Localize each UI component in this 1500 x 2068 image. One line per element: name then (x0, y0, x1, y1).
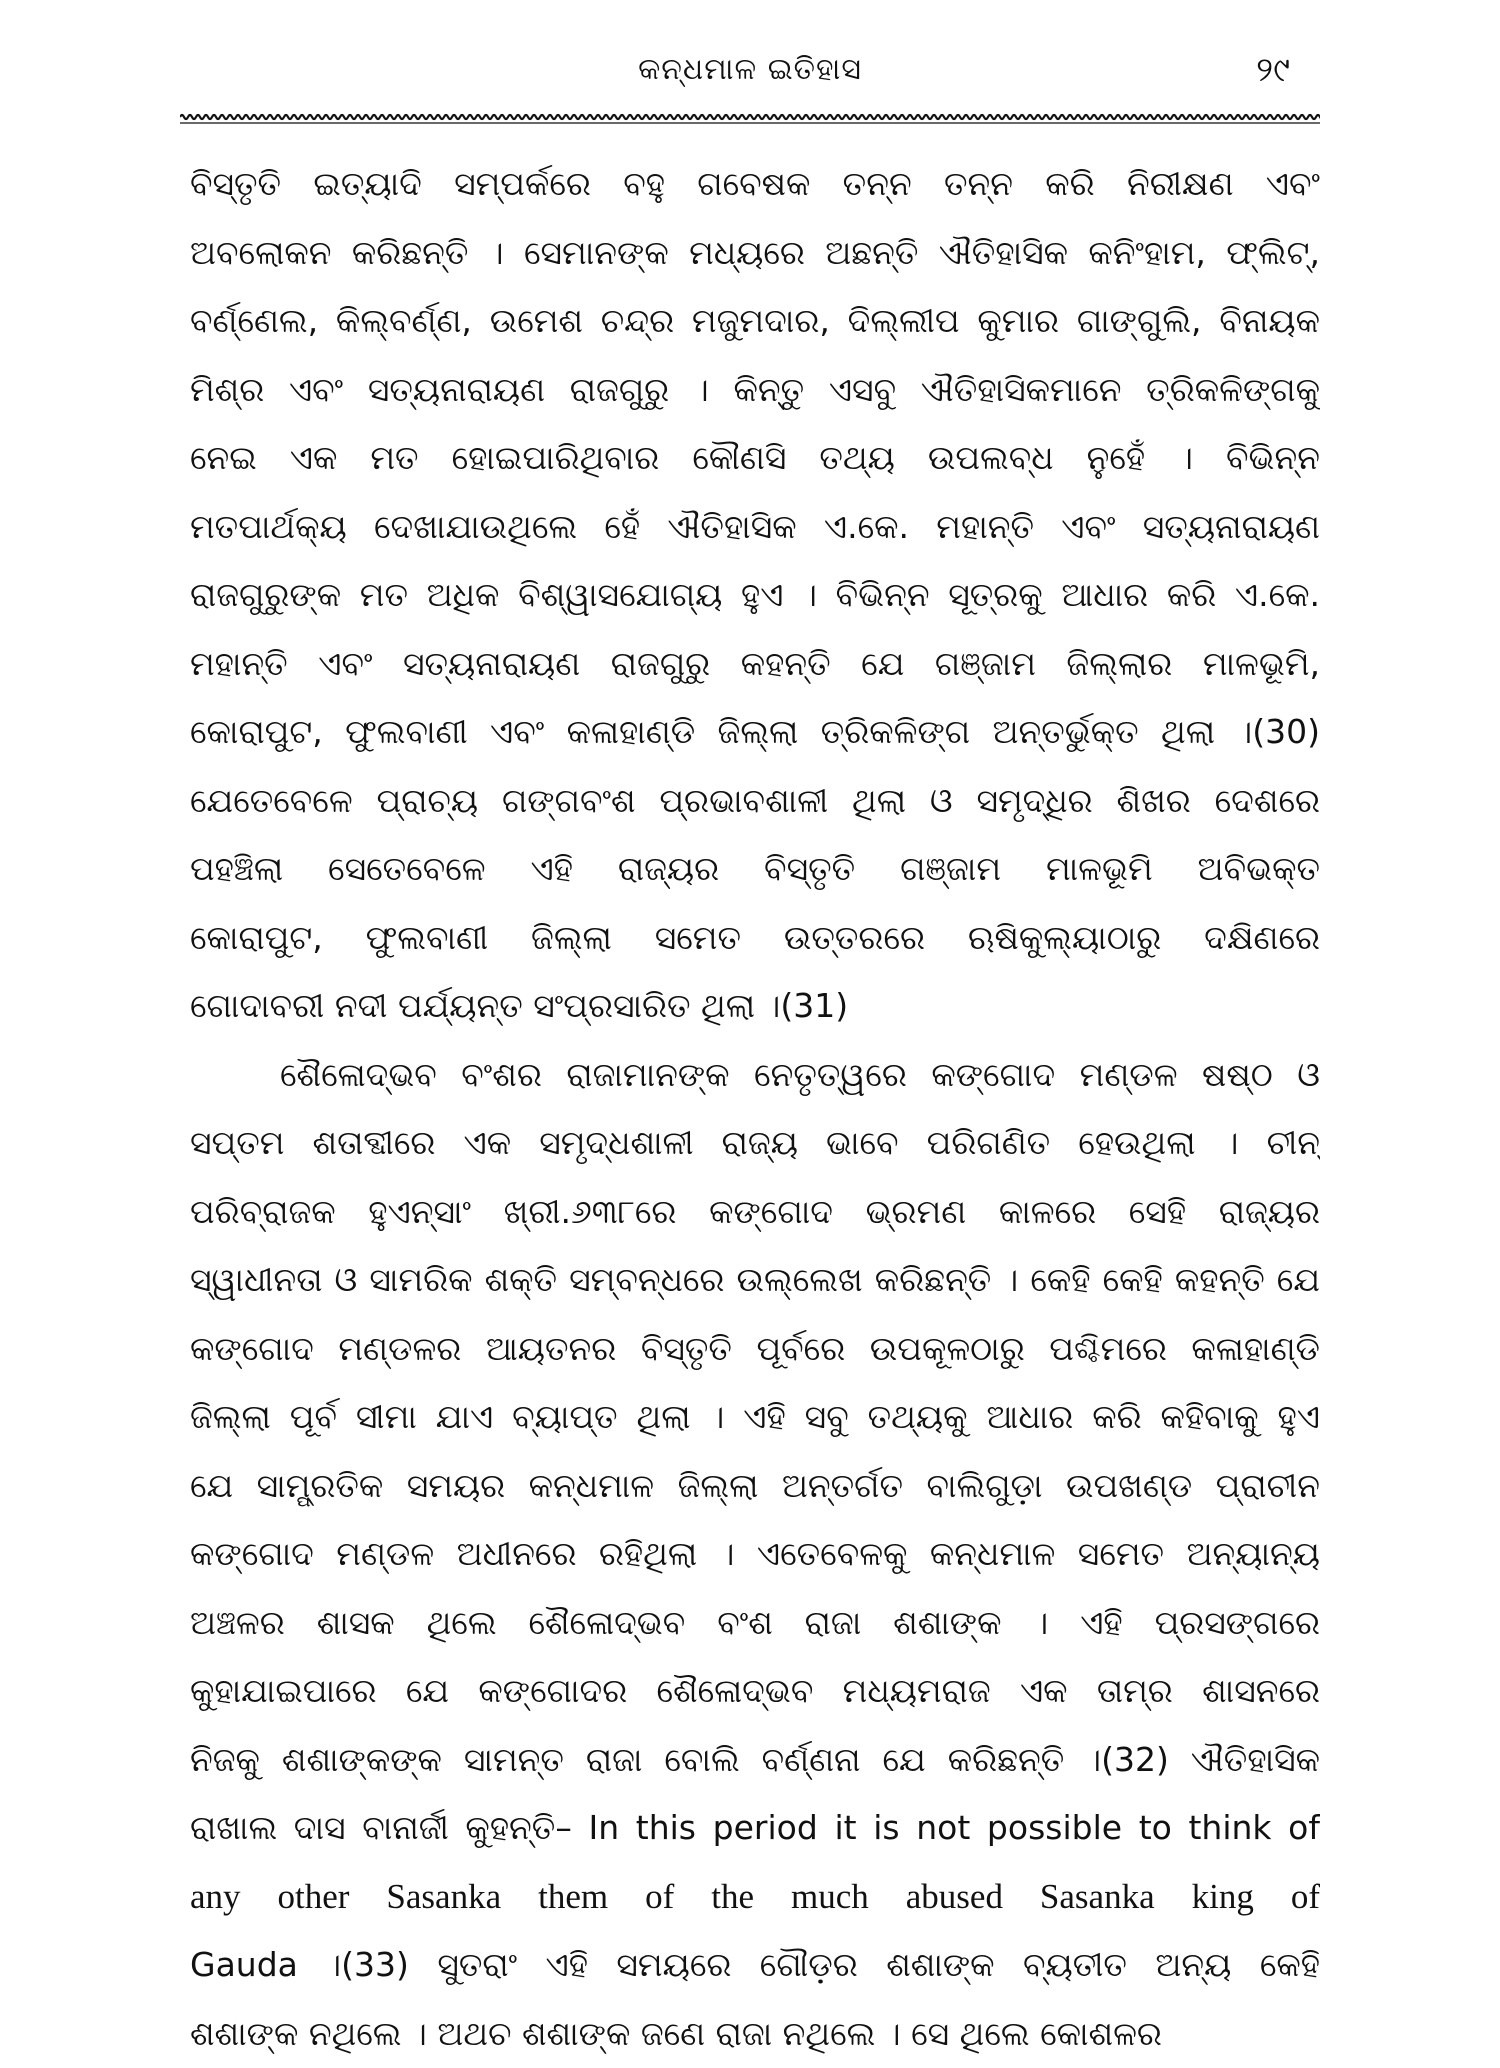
text-line: କୋରାପୁଟ, ଫୁଲବାଣୀ ଏବଂ କଳାହାଣ୍ଡି ଜିଲ୍ଲା ତ୍ରିକଳିଙ୍ଗ ଅନ୍ତର୍ଭୁକ୍ତ ଥିଲା ।(30) (190, 698, 1320, 767)
text-line: ପରିବ୍ରାଜକ ହୁଏନ୍‌ସାଂ ଖ୍ରୀ.୬୩୮ରେ କଙ୍ଗୋଦ ଭ୍ରମଣ କାଳରେ ସେହି ରାଜ୍ୟର (190, 1178, 1320, 1247)
text-line: ଜିଲ୍ଲା ପୂର୍ବ ସୀମା ଯାଏ ବ୍ୟାପ୍ତ ଥିଲା । ଏହି ସବୁ ତଥ୍ୟକୁ ଆଧାର କରି କହିବାକୁ ହୁଏ (190, 1383, 1320, 1452)
text-line: ପହଞ୍ଚିଲା ସେତେବେଳେ ଏହି ରାଜ୍ୟର ବିସ୍ତୃତି ଗଞ୍ଜାମ ମାଳଭୂମି ଅବିଭକ୍ତ (190, 835, 1320, 904)
body-text (190, 150, 1320, 2068)
text-line: ରାଜଗୁରୁଙ୍କ ମତ ଅଧିକ ବିଶ୍ୱାସଯୋଗ୍ୟ ହୁଏ । ବିଭିନ୍ନ ସୂତ୍ରକୁ ଆଧାର କରି ଏ.କେ. (190, 561, 1320, 630)
text-line: ବର୍ଣ୍ଣେଲ, କିଲ୍‌ବର୍ଣ୍ଣ, ଉମେଶ ଚନ୍ଦ୍ର ମଜୁମଦାର, ଦିଲ୍ଲୀପ କୁମାର ଗାଙ୍ଗୁଲି, ବିନାୟକ (190, 287, 1320, 356)
paragraph (190, 1041, 1320, 2068)
text-line: କଙ୍ଗୋଦ ମଣ୍ଡଳର ଆୟତନର ବିସ୍ତୃତି ପୂର୍ବରେ ଉପକୂଳଠାରୁ ପଶ୍ଚିମରେ କଳାହାଣ୍ଡି (190, 1315, 1320, 1384)
text-line: ଶଶାଙ୍କ ନଥିଲେ । ଅଥଚ ଶଶାଙ୍କ ଜଣେ ରାଜା ନଥିଲେ । ସେ ଥିଲେ କୋଶଳର (190, 2000, 1320, 2068)
text-line: ଗୋଦାବରୀ ନଦୀ ପର୍ଯ୍ୟନ୍ତ ସଂପ୍ରସାରିତ ଥିଲା ।(31) (190, 972, 1320, 1041)
text-line: କୁହାଯାଇପାରେ ଯେ କଙ୍ଗୋଦର ଶୈଳୋଦ୍ଭବ ମଧ୍ୟମରାଜ ଏକ ତାମ୍ର ଶାସନରେ (190, 1657, 1320, 1726)
text-line: any other Sasanka them of the much abused Sasanka king of (190, 1863, 1320, 1932)
running-title: କନ୍ଧମାଳ ଇତିହାସ (180, 52, 1320, 87)
text-line: ଯେତେବେଳେ ପ୍ରାଚ୍ୟ ଗଙ୍ଗବଂଶ ପ୍ରଭାବଶାଳୀ ଥିଲା ଓ ସମୃଦ୍ଧିର ଶିଖର ଦେଶରେ (190, 767, 1320, 836)
text-line: ସ୍ୱାଧୀନତା ଓ ସାମରିକ ଶକ୍ତି ସମ୍ବନ୍ଧରେ ଉଲ୍ଲେଖ କରିଛନ୍ତି । କେହି କେହି କହନ୍ତି ଯେ (190, 1246, 1320, 1315)
text-line: ନିଜକୁ ଶଶାଙ୍କଙ୍କ ସାମନ୍ତ ରାଜା ବୋଲି ବର୍ଣ୍ଣନା ଯେ କରିଛନ୍ତି ।(32) ଐତିହାସିକ (190, 1726, 1320, 1795)
paragraph (190, 150, 1320, 1041)
text-line: ଯେ ସାମ୍ପ୍ରତିକ ସମୟର କନ୍ଧମାଳ ଜିଲ୍ଲା ଅନ୍ତର୍ଗତ ବାଲିଗୁଡ଼ା ଉପଖଣ୍ଡ ପ୍ରାଚୀନ (190, 1452, 1320, 1521)
text-line: ଅବଲୋକନ କରିଛନ୍ତି । ସେମାନଙ୍କ ମଧ୍ୟରେ ଅଛନ୍ତି ଐତିହାସିକ କନିଂହାମ, ଫ୍ଲିଟ୍, (190, 219, 1320, 288)
text-line: ନେଇ ଏକ ମତ ହୋଇପାରିଥିବାର କୌଣସି ତଥ୍ୟ ଉପଲବ୍ଧ ନୁହେଁ । ବିଭିନ୍ନ (190, 424, 1320, 493)
text-line: ରାଖାଲ ଦାସ ବାନାର୍ଜୀ କୁହନ୍ତି– In this period it is not possible to think of (190, 1794, 1320, 1863)
text-line: Gauda ।(33) ସୁତରାଂ ଏହି ସମୟରେ ଗୌଡ଼ର ଶଶାଙ୍କ ବ୍ୟତୀତ ଅନ୍ୟ କେହି (190, 1931, 1320, 2000)
decorative-wavy-rule (180, 112, 1320, 126)
text-line: ଅଞ୍ଚଳର ଶାସକ ଥିଲେ ଶୈଳୋଦ୍ଭବ ବଂଶ ରାଜା ଶଶାଙ୍କ । ଏହି ପ୍ରସଙ୍ଗରେ (190, 1589, 1320, 1658)
text-line: ମିଶ୍ର ଏବଂ ସତ୍ୟନାରାୟଣ ରାଜଗୁରୁ । କିନ୍ତୁ ଏସବୁ ଐତିହାସିକମାନେ ତ୍ରିକଳିଙ୍ଗକୁ (190, 356, 1320, 425)
text-line: ବିସ୍ତୃତି ଇତ୍ୟାଦି ସମ୍ପର୍କରେ ବହୁ ଗବେଷକ ତନ୍ନ ତନ୍ନ କରି ନିରୀକ୍ଷଣ ଏବଂ (190, 150, 1320, 219)
text-line: ମତପାର୍ଥକ୍ୟ ଦେଖାଯାଉଥିଲେ ହେଁ ଐତିହାସିକ ଏ.କେ. ମହାନ୍ତି ଏବଂ ସତ୍ୟନାରାୟଣ (190, 493, 1320, 562)
text-line: ଶୈଳୋଦ୍ଭବ ବଂଶର ରାଜାମାନଙ୍କ ନେତୃତ୍ୱରେ କଙ୍ଗୋଦ ମଣ୍ଡଳ ଷଷ୍ଠ ଓ (190, 1041, 1320, 1110)
text-line: ମହାନ୍ତି ଏବଂ ସତ୍ୟନାରାୟଣ ରାଜଗୁରୁ କହନ୍ତି ଯେ ଗଞ୍ଜାମ ଜିଲ୍ଲାର ମାଳଭୂମି, (190, 630, 1320, 699)
text-line: ସପ୍ତମ ଶତାବ୍ଦୀରେ ଏକ ସମୃଦ୍ଧଶାଳୀ ରାଜ୍ୟ ଭାବେ ପରିଗଣିତ ହେଉଥିଲା । ଚୀନ୍ (190, 1109, 1320, 1178)
page-number: ୨୯ (1256, 50, 1290, 90)
text-line: କୋରାପୁଟ, ଫୁଲବାଣୀ ଜିଲ୍ଲା ସମେତ ଉତ୍ତରରେ ଋଷିକୁଲ୍ୟାଠାରୁ ଦକ୍ଷିଣରେ (190, 904, 1320, 973)
text-line: କଙ୍ଗୋଦ ମଣ୍ଡଳ ଅଧୀନରେ ରହିଥିଲା । ଏତେବେଳକୁ କନ୍ଧମାଳ ସମେତ ଅନ୍ୟାନ୍ୟ (190, 1520, 1320, 1589)
running-header (180, 40, 1320, 110)
